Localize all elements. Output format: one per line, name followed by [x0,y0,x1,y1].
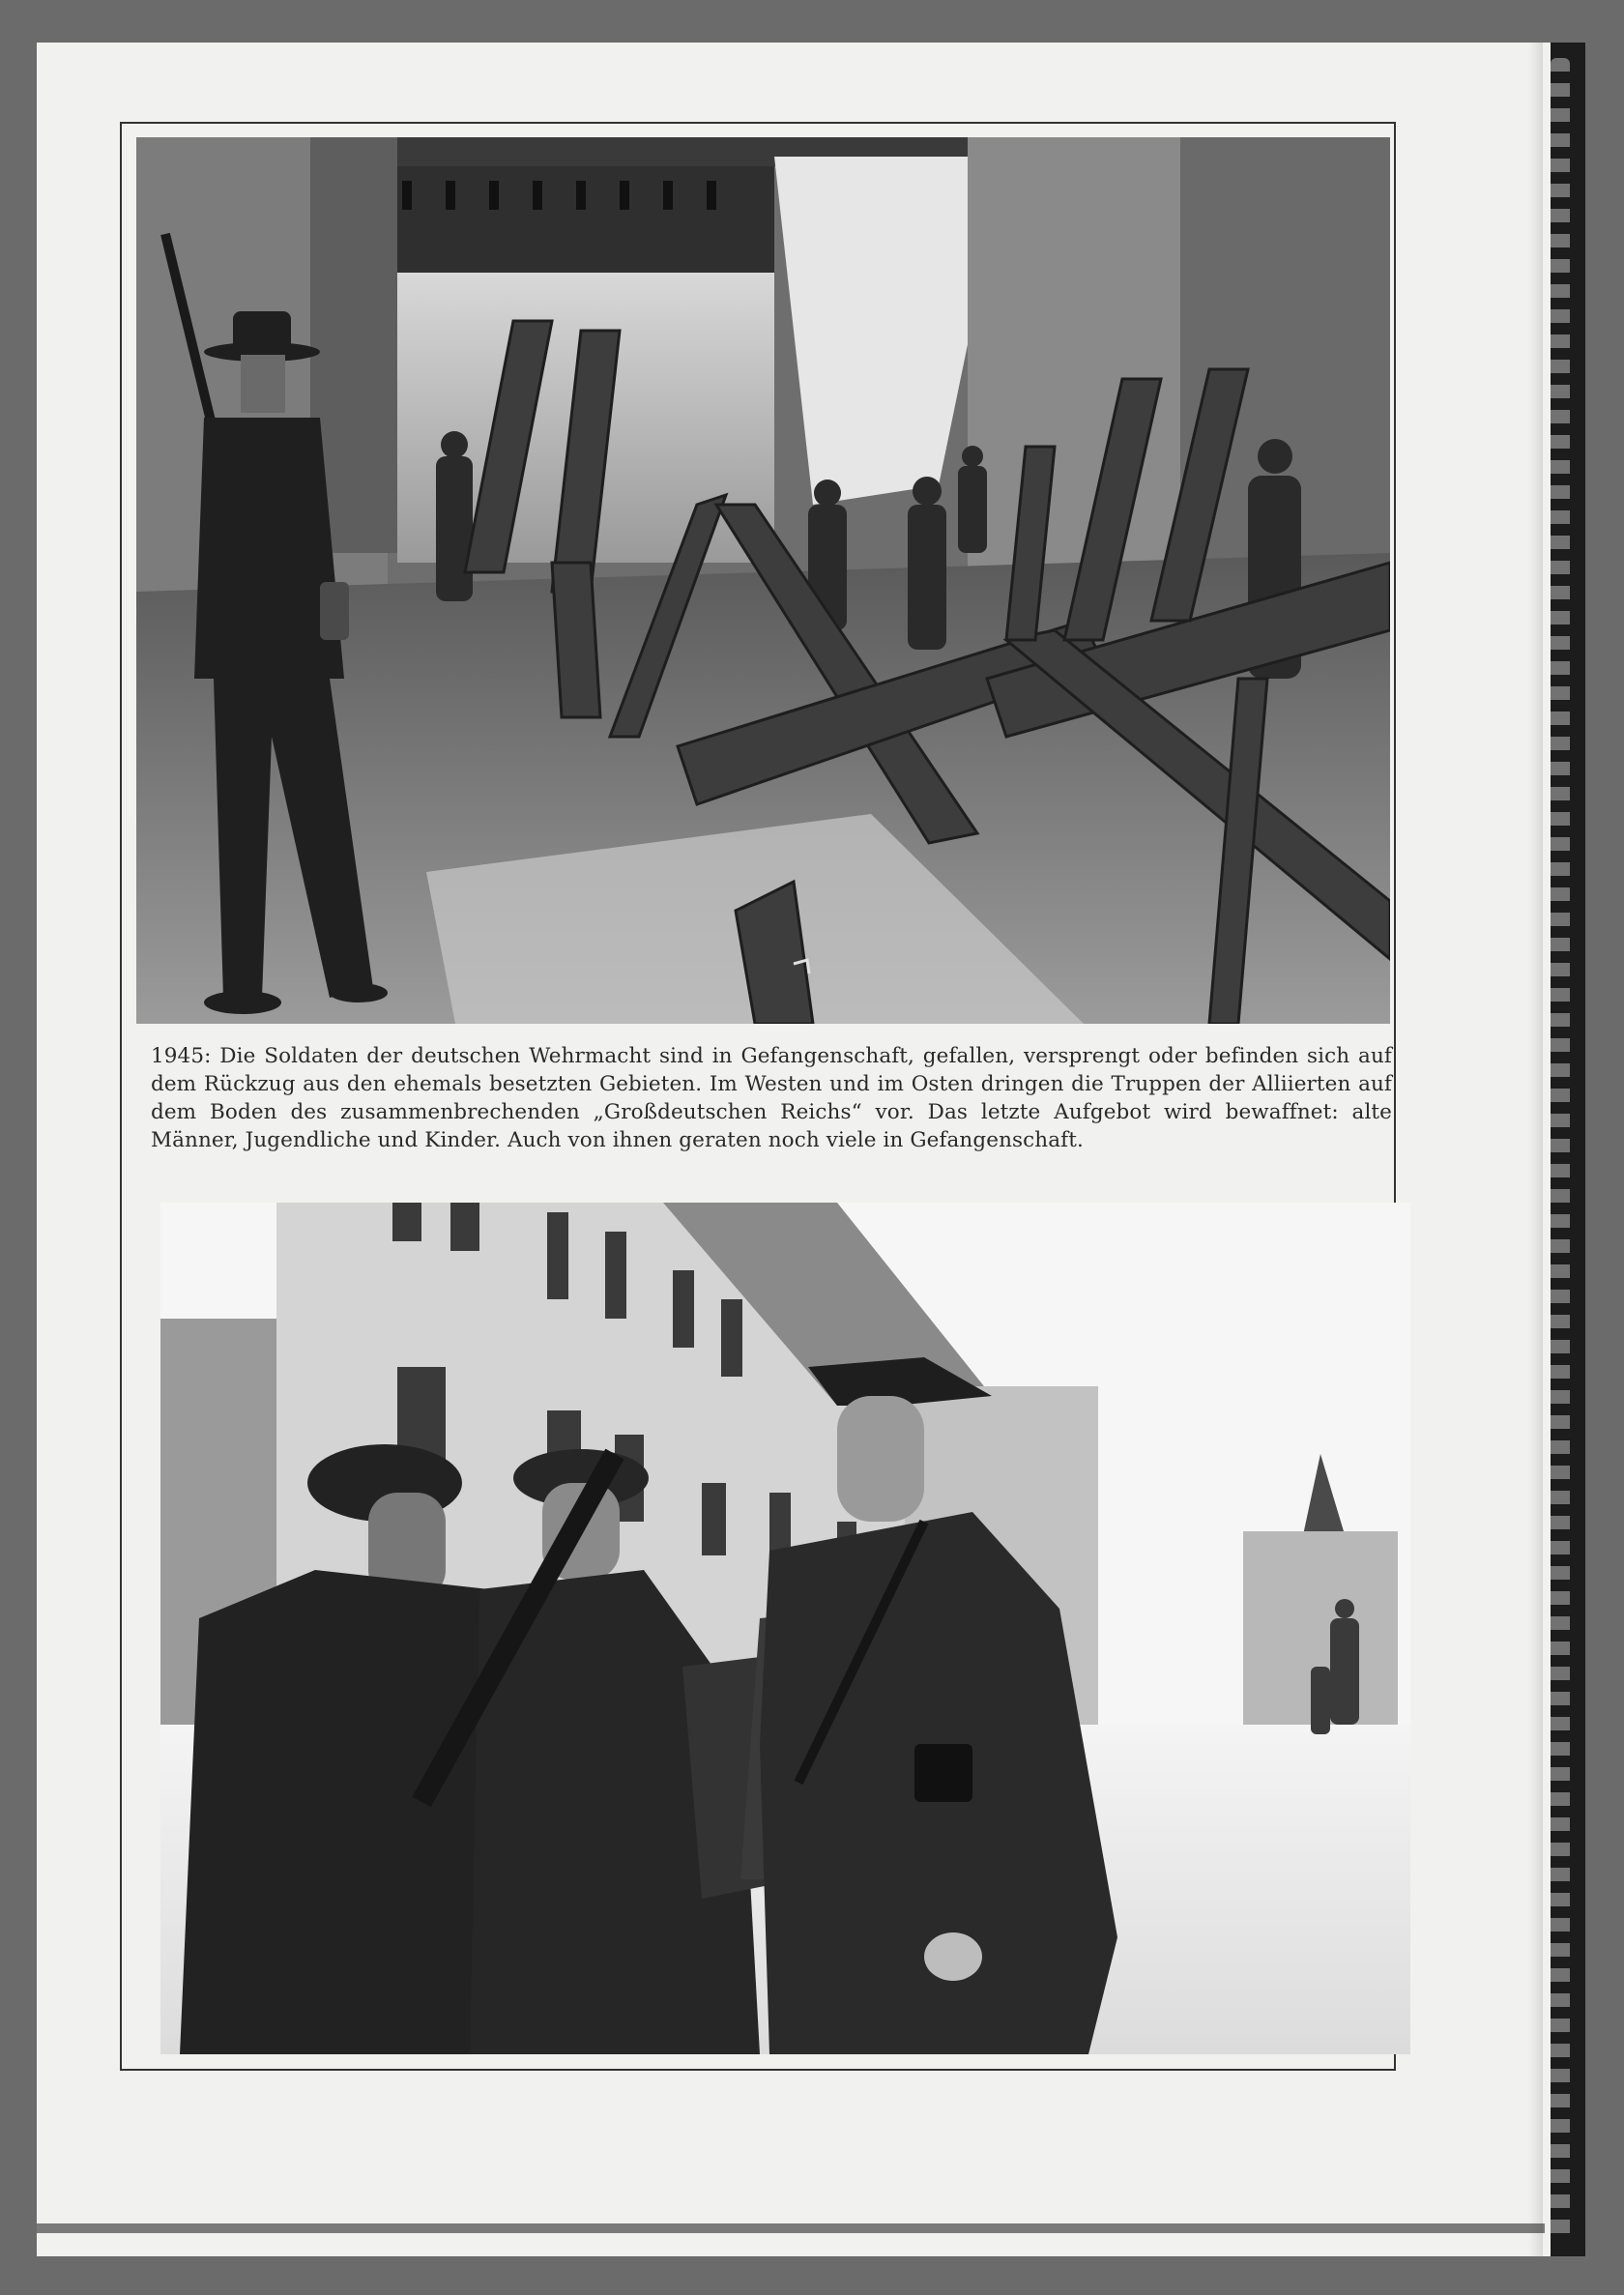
photo-caption: 1945: Die Soldaten der deutschen Wehrmacht sind in Gefangenschaft, gefallen, versprengt oder befinden sich auf dem Rückzug aus den ehemals besetzten Gebieten. Im Westen und im Osten dringen die Truppen der Alliierten auf dem Boden des zusammenbrechenden „Großdeutschen Reichs“ vor. Das letzte Aufgebot wird bewaffnet: alte Männer, Jugendliche und Kinder. Auch von ihnen geraten noch viele in Gefangenschaft. [151,1044,1392,1152]
sheet-bottom-edge [37,2223,1545,2233]
photo-captured-youths-street-icon [160,1203,1410,2054]
photo-bottom [160,1203,1410,2054]
binder-holes [1551,58,1570,2243]
photo-volkssturm-tank-barriers-icon [136,137,1390,1024]
sleeve-fold [1529,43,1543,2256]
photo-top [136,137,1390,1024]
